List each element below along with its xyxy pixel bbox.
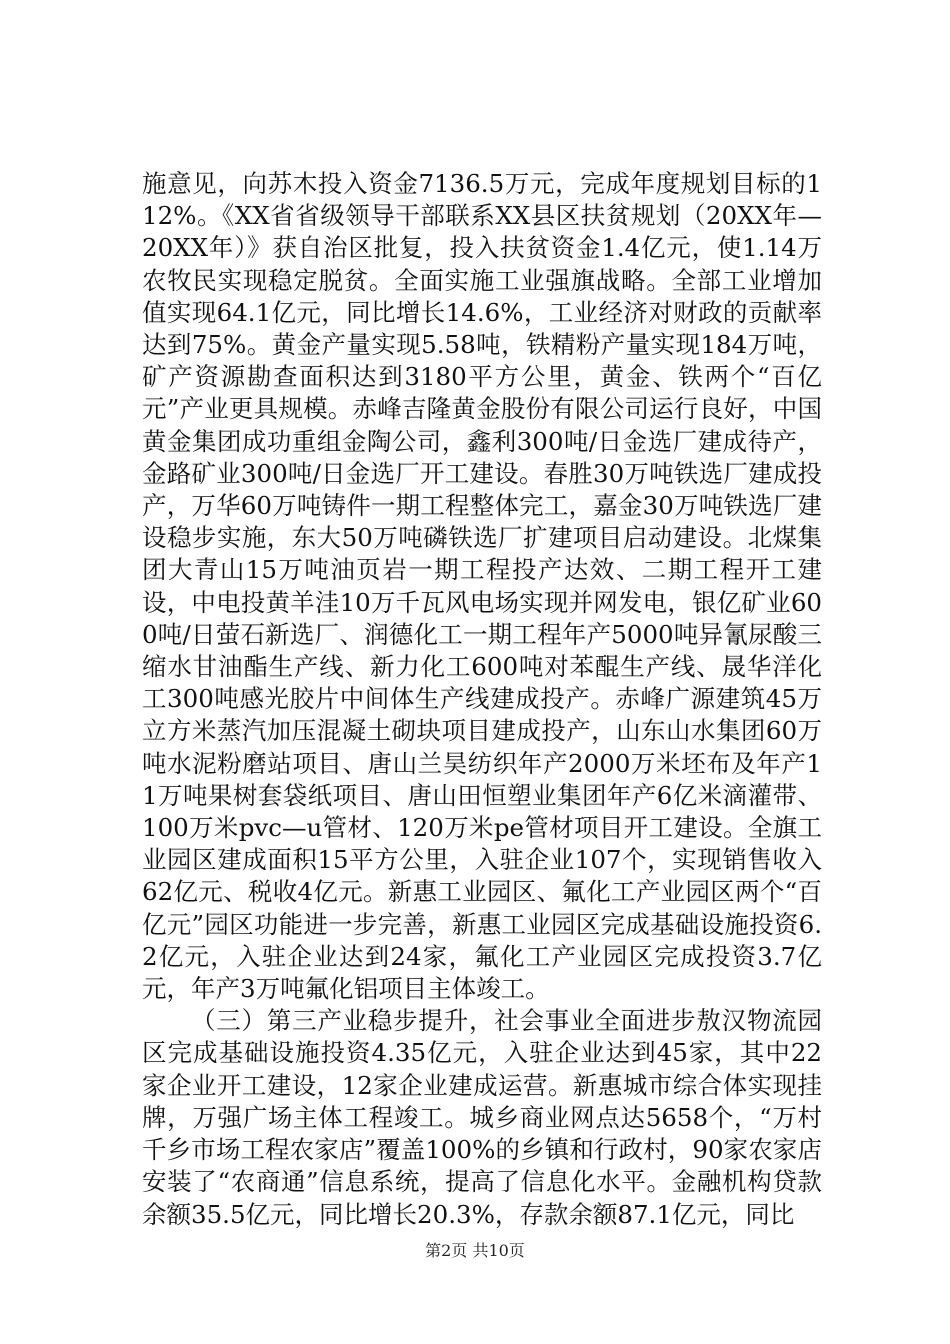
document-body [142, 168, 822, 1231]
paragraph-industry: 施意见，向苏木投入资金7136.5万元，完成年度规划目标的112%。《XX省省级领导干部联系XX县区扶贫规划（20XX年—20XX年）》获自治区批复，投入扶贫资金1.4亿元，使1.14万农牧民实现稳定脱贫。全面实施工业强旗战略。全部工业增加值实现64.1亿元，同比增长14.6%，工业经济对财政的贡献率达到75%。黄金产量实现5.58吨，铁精粉产量实现184万吨，矿产资源勘查面积达到3180平方公里，黄金、铁两个“百亿元”产业更具规模。赤峰吉隆黄金股份有限公司运行良好，中国黄金集团成功重组金陶公司，鑫利300吨/日金选厂建成待产，金路矿业300吨/日金选厂开工建设。春胜30万吨铁选厂建成投产，万华60万吨铸件一期工程整体完工，嘉金30万吨铁选厂建设稳步实施，东大50万吨磷铁选厂扩建项目启动建设。北煤集团大青山15万吨油页岩一期工程投产达效、二期工程开工建设，中电投黄羊洼10万千瓦风电场实现并网发电，银亿矿业600吨/日萤石新选厂、润德化工一期工程年产5000吨异氰尿酸三缩水甘油酯生产线、新力化工600吨对苯醌生产线、晟华洋化工300吨感光胶片中间体生产线建成投产。赤峰广源建筑45万立方米蒸汽加压混凝土砌块项目建成投产，山东山水集团60万吨水泥粉磨站项目、唐山兰昊纺织年产2000万米坯布及年产11万吨果树套袋纸项目、唐山田恒塑业集团年产6亿米滴灌带、100万米pvc—u管材、120万米pe管材项目开工建设。全旗工业园区建成面积15平方公里，入驻企业107个，实现销售收入62亿元、税收4亿元。新惠工业园区、氟化工产业园区两个“百亿元”园区功能进一步完善，新惠工业园区完成基础设施投资6.2亿元，入驻企业达到24家，氟化工产业园区完成投资3.7亿元，年产3万吨氟化铝项目主体竣工。 [142, 169, 822, 1004]
page-footer: 第2页 共10页 [425, 1241, 525, 1260]
paragraph-tertiary-industry: （三）第三产业稳步提升，社会事业全面进步敖汉物流园区完成基础设施投资4.35亿元，入驻企业达到45家，其中22家企业开工建设，12家企业建成运营。新惠城市综合体实现挂牌，万强广场主体工程竣工。城乡商业网点达5658个，“万村千乡市场工程农家店”覆盖100%的乡镇和行政村，90家农家店安装了“农商通”信息系统，提高了信息化水平。金融机构贷款余额35.5亿元，同比增长20.3%，存款余额87.1亿元，同比 [142, 1006, 822, 1229]
